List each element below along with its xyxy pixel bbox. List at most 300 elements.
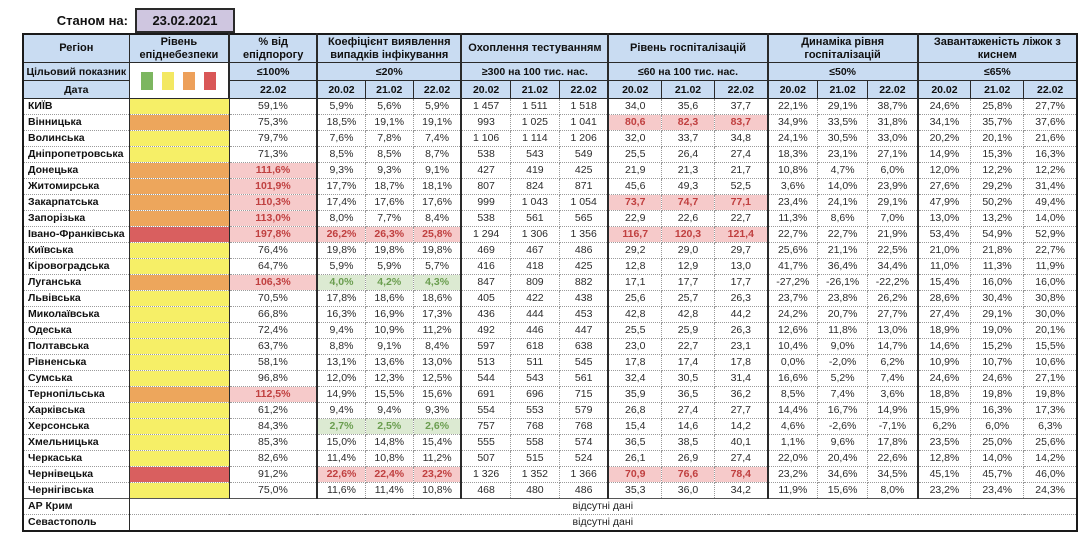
region-row	[23, 387, 1077, 403]
beds-cell: 10,7%	[971, 355, 1024, 371]
hosp-cell: 44,2	[715, 307, 768, 323]
test-cell: 436	[461, 307, 510, 323]
risk-legend-swatch	[204, 72, 216, 90]
hosp-cell: 34,8	[715, 131, 768, 147]
hosp-cell: 31,4	[715, 371, 768, 387]
pct-epidthreshold-cell: 72,4%	[229, 323, 317, 339]
hosp-cell: 26,3	[715, 323, 768, 339]
beds-cell: 15,3%	[971, 147, 1024, 163]
region-row	[23, 275, 1077, 291]
risk-legend-swatch	[183, 72, 195, 90]
col-header-risk: Рівень епіднебезпеки	[129, 34, 229, 63]
beds-cell: 30,0%	[1024, 307, 1077, 323]
region-name: Донецька	[23, 163, 129, 179]
test-cell: 597	[461, 339, 510, 355]
risk-level-cell	[129, 291, 229, 307]
risk-level-cell	[129, 483, 229, 499]
hosp-cell: 22,6	[661, 211, 714, 227]
detect-cell: 8,7%	[413, 147, 461, 163]
detect-cell: 9,4%	[317, 323, 365, 339]
detect-cell: 17,3%	[413, 307, 461, 323]
detect-cell: 8,8%	[317, 339, 365, 355]
hosp-cell: 32,4	[608, 371, 661, 387]
detect-cell: 17,7%	[317, 179, 365, 195]
test-cell: 1 043	[510, 195, 559, 211]
beds-cell: 34,1%	[918, 115, 971, 131]
test-cell: 544	[461, 371, 510, 387]
hosp-cell: 40,1	[715, 435, 768, 451]
detect-cell: 5,7%	[413, 259, 461, 275]
detect-cell: 5,6%	[365, 99, 413, 115]
detect-cell: 9,3%	[365, 163, 413, 179]
date-cell: 22.02	[868, 81, 918, 99]
region-name: Чернігівська	[23, 483, 129, 499]
beds-cell: 14,9%	[918, 147, 971, 163]
test-cell: 1 206	[559, 131, 608, 147]
dyn-cell: 27,1%	[868, 147, 918, 163]
date-cell: 20.02	[317, 81, 365, 99]
hosp-cell: 17,1	[608, 275, 661, 291]
region-row	[23, 227, 1077, 243]
detect-cell: 11,4%	[317, 451, 365, 467]
dyn-cell: -26,1%	[818, 275, 868, 291]
detect-cell: 8,5%	[365, 147, 413, 163]
test-cell: 467	[510, 243, 559, 259]
beds-cell: 11,0%	[918, 259, 971, 275]
date-cell: 22.02	[413, 81, 461, 99]
test-cell: 824	[510, 179, 559, 195]
region-row	[23, 163, 1077, 179]
beds-cell: 11,9%	[1024, 259, 1077, 275]
target-hospitalization: ≤60 на 100 тис. нас.	[608, 63, 767, 81]
detect-cell: 10,8%	[413, 483, 461, 499]
dyn-cell: -2,0%	[818, 355, 868, 371]
date-cell: 22.02	[1024, 81, 1077, 99]
pct-epidthreshold-cell: 197,8%	[229, 227, 317, 243]
dyn-cell: 5,2%	[818, 371, 868, 387]
test-cell: 1 352	[510, 467, 559, 483]
hosp-cell: 120,3	[661, 227, 714, 243]
beds-cell: 12,2%	[971, 163, 1024, 179]
detect-cell: 19,8%	[317, 243, 365, 259]
beds-cell: 29,1%	[971, 307, 1024, 323]
date-cell: 21.02	[818, 81, 868, 99]
beds-cell: 14,6%	[918, 339, 971, 355]
pct-epidthreshold-cell: 113,0%	[229, 211, 317, 227]
no-data-cell: відсутні дані	[129, 499, 1077, 515]
test-cell: 579	[559, 403, 608, 419]
hosp-cell: 42,8	[608, 307, 661, 323]
hosp-cell: 12,8	[608, 259, 661, 275]
hosp-cell: 49,3	[661, 179, 714, 195]
beds-cell: 25,0%	[971, 435, 1024, 451]
detect-cell: 13,1%	[317, 355, 365, 371]
dyn-cell: 9,6%	[818, 435, 868, 451]
region-name: Хмельницька	[23, 435, 129, 451]
as-of-label: Станом на:	[56, 13, 128, 28]
test-cell: 554	[461, 403, 510, 419]
test-cell: 513	[461, 355, 510, 371]
pct-epidthreshold-cell: 70,5%	[229, 291, 317, 307]
detect-cell: 7,8%	[365, 131, 413, 147]
test-cell: 511	[510, 355, 559, 371]
date-row-label: Дата	[23, 81, 129, 99]
beds-cell: 25,8%	[971, 99, 1024, 115]
dyn-cell: 25,6%	[768, 243, 818, 259]
dyn-cell: -2,6%	[818, 419, 868, 435]
hosp-cell: 27,7	[715, 403, 768, 419]
col-header-oxygen-beds: Завантаженість ліжок з киснем	[918, 34, 1077, 63]
dyn-cell: 14,7%	[868, 339, 918, 355]
test-cell: 515	[510, 451, 559, 467]
test-cell: 447	[559, 323, 608, 339]
region-name: АР Крим	[23, 499, 129, 515]
region-name: Кіровоградська	[23, 259, 129, 275]
detect-cell: 11,2%	[413, 451, 461, 467]
detect-cell: 15,5%	[365, 387, 413, 403]
hosp-cell: 14,6	[661, 419, 714, 435]
region-row	[23, 115, 1077, 131]
beds-cell: 13,2%	[971, 211, 1024, 227]
detect-cell: 9,3%	[413, 403, 461, 419]
dyn-cell: 17,8%	[868, 435, 918, 451]
risk-level-cell	[129, 115, 229, 131]
dyn-cell: 13,0%	[868, 323, 918, 339]
region-name: Миколаївська	[23, 307, 129, 323]
pct-epidthreshold-cell: 66,8%	[229, 307, 317, 323]
risk-level-cell	[129, 99, 229, 115]
no-data-row	[23, 515, 1077, 532]
detect-cell: 16,3%	[317, 307, 365, 323]
dyn-cell: 10,8%	[768, 163, 818, 179]
risk-level-cell	[129, 339, 229, 355]
test-cell: 807	[461, 179, 510, 195]
dyn-cell: 6,2%	[868, 355, 918, 371]
region-row	[23, 467, 1077, 483]
region-row	[23, 179, 1077, 195]
no-data-row	[23, 499, 1077, 515]
dyn-cell: 14,4%	[768, 403, 818, 419]
detect-cell: 18,1%	[413, 179, 461, 195]
pct-epidthreshold-cell: 58,1%	[229, 355, 317, 371]
region-row	[23, 99, 1077, 115]
dyn-cell: 7,0%	[868, 211, 918, 227]
beds-cell: 35,7%	[971, 115, 1024, 131]
dyn-cell: 21,9%	[868, 227, 918, 243]
dyn-cell: 23,1%	[818, 147, 868, 163]
dyn-cell: 22,6%	[868, 451, 918, 467]
detect-cell: 2,6%	[413, 419, 461, 435]
col-header-pct: % від епідпорогу	[229, 34, 317, 63]
date-cell: 21.02	[971, 81, 1024, 99]
detect-cell: 17,6%	[365, 195, 413, 211]
detect-cell: 9,3%	[317, 163, 365, 179]
hosp-cell: 52,5	[715, 179, 768, 195]
detect-cell: 18,5%	[317, 115, 365, 131]
beds-cell: 23,4%	[971, 483, 1024, 499]
hosp-cell: 22,7	[715, 211, 768, 227]
risk-level-cell	[129, 371, 229, 387]
dyn-cell: 31,8%	[868, 115, 918, 131]
test-cell: 444	[510, 307, 559, 323]
dyn-cell: 9,0%	[818, 339, 868, 355]
risk-level-cell	[129, 179, 229, 195]
detect-cell: 7,7%	[365, 211, 413, 227]
test-cell: 1 511	[510, 99, 559, 115]
region-name: Тернопільська	[23, 387, 129, 403]
detect-cell: 5,9%	[317, 99, 365, 115]
beds-cell: 25,6%	[1024, 435, 1077, 451]
risk-level-cell	[129, 451, 229, 467]
detect-cell: 7,6%	[317, 131, 365, 147]
test-cell: 545	[559, 355, 608, 371]
beds-cell: 19,0%	[971, 323, 1024, 339]
covid-regions-table	[22, 33, 1078, 532]
detect-cell: 12,0%	[317, 371, 365, 387]
detect-cell: 23,2%	[413, 467, 461, 483]
region-name: Полтавська	[23, 339, 129, 355]
detect-cell: 15,6%	[413, 387, 461, 403]
test-cell: 1 366	[559, 467, 608, 483]
detect-cell: 19,8%	[365, 243, 413, 259]
test-cell: 565	[559, 211, 608, 227]
beds-cell: 21,8%	[971, 243, 1024, 259]
test-cell: 438	[559, 291, 608, 307]
hosp-cell: 45,6	[608, 179, 661, 195]
beds-cell: 17,3%	[1024, 403, 1077, 419]
hosp-cell: 12,9	[661, 259, 714, 275]
detect-cell: 5,9%	[413, 99, 461, 115]
risk-level-cell	[129, 387, 229, 403]
detect-cell: 7,4%	[413, 131, 461, 147]
pct-epidthreshold-cell: 59,1%	[229, 99, 317, 115]
test-cell: 453	[559, 307, 608, 323]
detect-cell: 13,0%	[413, 355, 461, 371]
beds-cell: 37,6%	[1024, 115, 1077, 131]
hosp-cell: 25,5	[608, 323, 661, 339]
region-row	[23, 419, 1077, 435]
region-name: Черкаська	[23, 451, 129, 467]
test-cell: 1 054	[559, 195, 608, 211]
hosp-cell: 17,4	[661, 355, 714, 371]
detect-cell: 25,8%	[413, 227, 461, 243]
region-row	[23, 483, 1077, 499]
beds-cell: 18,8%	[918, 387, 971, 403]
detect-cell: 8,4%	[413, 211, 461, 227]
hosp-cell: 29,0	[661, 243, 714, 259]
hosp-cell: 121,4	[715, 227, 768, 243]
dyn-cell: 22,1%	[768, 99, 818, 115]
hosp-cell: 29,7	[715, 243, 768, 259]
detect-cell: 17,4%	[317, 195, 365, 211]
dyn-cell: 27,7%	[868, 307, 918, 323]
dyn-cell: 16,6%	[768, 371, 818, 387]
test-cell: 524	[559, 451, 608, 467]
risk-level-cell	[129, 419, 229, 435]
hosp-cell: 21,3	[661, 163, 714, 179]
hosp-cell: 27,4	[715, 451, 768, 467]
detect-cell: 9,4%	[365, 403, 413, 419]
pct-epidthreshold-cell: 75,0%	[229, 483, 317, 499]
pct-epidthreshold-cell: 64,7%	[229, 259, 317, 275]
detect-cell: 12,5%	[413, 371, 461, 387]
pct-epidthreshold-cell: 75,3%	[229, 115, 317, 131]
region-row	[23, 291, 1077, 307]
dyn-cell: 34,6%	[818, 467, 868, 483]
pct-epidthreshold-cell: 101,9%	[229, 179, 317, 195]
detect-cell: 4,0%	[317, 275, 365, 291]
region-row	[23, 131, 1077, 147]
risk-level-cell	[129, 259, 229, 275]
test-cell: 486	[559, 243, 608, 259]
test-cell: 555	[461, 435, 510, 451]
hosp-cell: 34,0	[608, 99, 661, 115]
pct-epidthreshold-cell: 110,3%	[229, 195, 317, 211]
dyn-cell: 41,7%	[768, 259, 818, 275]
beds-cell: 24,6%	[971, 371, 1024, 387]
test-cell: 638	[559, 339, 608, 355]
beds-cell: 10,9%	[918, 355, 971, 371]
detect-cell: 18,6%	[365, 291, 413, 307]
hosp-cell: 26,3	[715, 291, 768, 307]
beds-cell: 16,3%	[971, 403, 1024, 419]
region-row	[23, 243, 1077, 259]
risk-level-cell	[129, 435, 229, 451]
hosp-cell: 22,9	[608, 211, 661, 227]
dyn-cell: 0,0%	[768, 355, 818, 371]
dyn-cell: 33,0%	[868, 131, 918, 147]
region-name: Харківська	[23, 403, 129, 419]
detect-cell: 14,9%	[317, 387, 365, 403]
detect-cell: 13,6%	[365, 355, 413, 371]
test-cell: 1 041	[559, 115, 608, 131]
hosp-cell: 32,0	[608, 131, 661, 147]
region-name: Київська	[23, 243, 129, 259]
hosp-cell: 14,2	[715, 419, 768, 435]
region-name: Дніпропетровська	[23, 147, 129, 163]
beds-cell: 27,1%	[1024, 371, 1077, 387]
dyn-cell: 14,0%	[818, 179, 868, 195]
risk-level-cell	[129, 243, 229, 259]
hosp-cell: 26,4	[661, 147, 714, 163]
region-row	[23, 195, 1077, 211]
test-cell: 480	[510, 483, 559, 499]
dyn-cell: 29,1%	[868, 195, 918, 211]
col-header-region: Регіон	[23, 34, 129, 63]
dyn-cell: 22,0%	[768, 451, 818, 467]
date-cell: 20.02	[461, 81, 510, 99]
risk-level-cell	[129, 163, 229, 179]
detect-cell: 11,6%	[317, 483, 365, 499]
region-row	[23, 259, 1077, 275]
test-cell: 1 114	[510, 131, 559, 147]
as-of-row	[22, 8, 1089, 33]
region-row	[23, 307, 1077, 323]
date-cell: 20.02	[768, 81, 818, 99]
risk-level-cell	[129, 195, 229, 211]
test-cell: 847	[461, 275, 510, 291]
hosp-cell: 116,7	[608, 227, 661, 243]
header-row	[23, 34, 1077, 63]
test-cell: 1 356	[559, 227, 608, 243]
test-cell: 425	[559, 163, 608, 179]
region-row	[23, 435, 1077, 451]
beds-cell: 49,4%	[1024, 195, 1077, 211]
dyn-cell: 10,4%	[768, 339, 818, 355]
hosp-cell: 17,7	[715, 275, 768, 291]
target-detect: ≤20%	[317, 63, 461, 81]
dyn-cell: 34,4%	[868, 259, 918, 275]
test-cell: 618	[510, 339, 559, 355]
pct-epidthreshold-cell: 84,3%	[229, 419, 317, 435]
detect-cell: 17,6%	[413, 195, 461, 211]
dyn-cell: 26,2%	[868, 291, 918, 307]
region-name: Сумська	[23, 371, 129, 387]
test-cell: 1 025	[510, 115, 559, 131]
date-cell: 21.02	[661, 81, 714, 99]
pct-epidthreshold-cell: 96,8%	[229, 371, 317, 387]
risk-level-cell	[129, 307, 229, 323]
hosp-cell: 35,6	[661, 99, 714, 115]
hosp-cell: 36,0	[661, 483, 714, 499]
beds-cell: 52,9%	[1024, 227, 1077, 243]
test-cell: 538	[461, 147, 510, 163]
pct-epidthreshold-cell: 82,6%	[229, 451, 317, 467]
risk-level-cell	[129, 211, 229, 227]
beds-cell: 19,8%	[971, 387, 1024, 403]
beds-cell: 50,2%	[971, 195, 1024, 211]
hosp-cell: 26,8	[608, 403, 661, 419]
beds-cell: 14,2%	[1024, 451, 1077, 467]
beds-cell: 21,0%	[918, 243, 971, 259]
risk-legend	[129, 63, 229, 99]
hosp-cell: 23,0	[608, 339, 661, 355]
beds-cell: 28,6%	[918, 291, 971, 307]
region-name: Одеська	[23, 323, 129, 339]
table-body	[23, 99, 1077, 532]
region-name: Львівська	[23, 291, 129, 307]
test-cell: 561	[559, 371, 608, 387]
risk-level-cell	[129, 131, 229, 147]
dyn-cell: 20,4%	[818, 451, 868, 467]
beds-cell: 24,6%	[918, 371, 971, 387]
region-name: Херсонська	[23, 419, 129, 435]
test-cell: 999	[461, 195, 510, 211]
detect-cell: 19,8%	[413, 243, 461, 259]
beds-cell: 10,6%	[1024, 355, 1077, 371]
beds-cell: 23,2%	[918, 483, 971, 499]
hosp-cell: 37,7	[715, 99, 768, 115]
beds-cell: 20,1%	[971, 131, 1024, 147]
no-data-cell: відсутні дані	[129, 515, 1077, 532]
beds-cell: 16,0%	[1024, 275, 1077, 291]
dyn-cell: 22,7%	[768, 227, 818, 243]
hosp-cell: 17,7	[661, 275, 714, 291]
detect-cell: 15,0%	[317, 435, 365, 451]
date-cell: 22.02	[715, 81, 768, 99]
region-name: КИЇВ	[23, 99, 129, 115]
date-cell: 22.02	[559, 81, 608, 99]
beds-cell: 31,4%	[1024, 179, 1077, 195]
beds-cell: 45,7%	[971, 467, 1024, 483]
detect-cell: 17,8%	[317, 291, 365, 307]
beds-cell: 14,0%	[1024, 211, 1077, 227]
test-cell: 549	[559, 147, 608, 163]
dyn-cell: 8,5%	[768, 387, 818, 403]
pct-epidthreshold-cell: 112,5%	[229, 387, 317, 403]
pct-epidthreshold-cell: 61,2%	[229, 403, 317, 419]
dyn-cell: 1,1%	[768, 435, 818, 451]
